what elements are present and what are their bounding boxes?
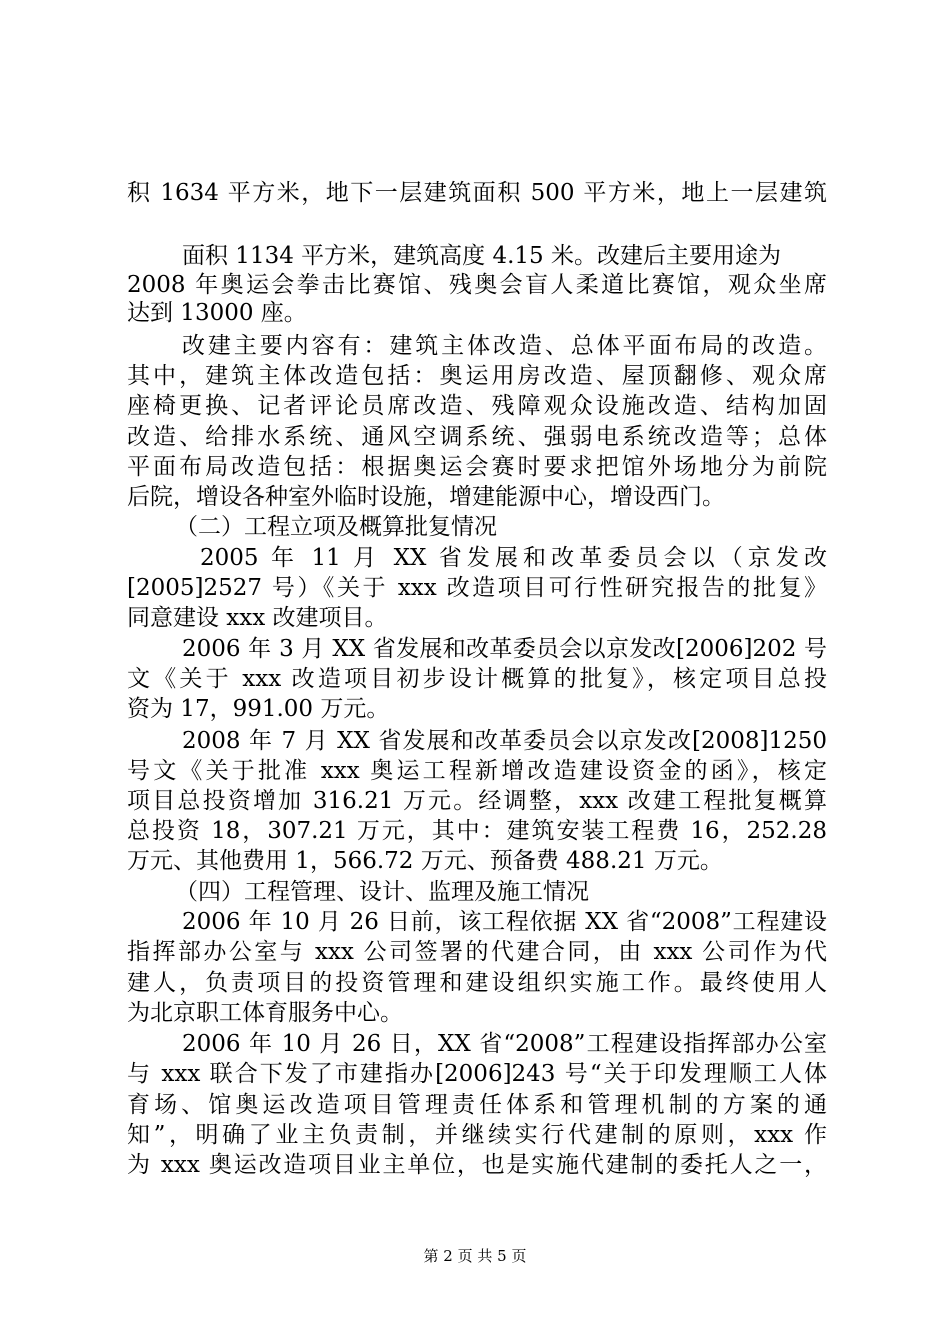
- body-line: 2006 年 10 月 26 日，XX 省“2008”工程建设指挥部办公室: [182, 1031, 827, 1057]
- body-line: 面积 1134 平方米，建筑高度 4.15 米。改建后主要用途为: [182, 243, 781, 269]
- body-line: 达到 13000 座。: [127, 300, 307, 326]
- body-line: 2008 年奥运会拳击比赛馆、残奥会盲人柔道比赛馆，观众坐席: [127, 272, 827, 298]
- body-line: 2008 年 7 月 XX 省发展和改革委员会以京发改[2008]1250: [182, 728, 827, 754]
- body-line: 育场、馆奥运改造项目管理责任体系和管理机制的方案的通: [127, 1092, 827, 1118]
- body-line: 建人，负责项目的投资管理和建设组织实施工作。最终使用人: [127, 970, 827, 996]
- body-line: 座椅更换、记者评论员席改造、残障观众设施改造、结构加固: [127, 393, 827, 419]
- section-heading: （二）工程立项及概算批复情况: [175, 514, 497, 540]
- body-line: 资为 17，991.00 万元。: [127, 696, 390, 722]
- body-line: 指挥部办公室与 xxx 公司签署的代建合同，由 xxx 公司作为代: [127, 939, 827, 965]
- body-line: 积 1634 平方米，地下一层建筑面积 500 平方米，地上一层建筑: [127, 180, 827, 206]
- body-line: 知”，明确了业主负责制，并继续实行代建制的原则，xxx 作: [127, 1122, 827, 1148]
- body-line: 项目总投资增加 316.21 万元。经调整，xxx 改建工程批复概算: [127, 788, 827, 814]
- page-number-footer: 第 2 页 共 5 页: [423, 1247, 527, 1265]
- body-line: 为 xxx 奥运改造项目业主单位，也是实施代建制的委托人之一，: [127, 1152, 827, 1178]
- body-line: 与 xxx 联合下发了市建指办[2006]243 号“关于印发理顺工人体: [127, 1061, 827, 1087]
- body-line: 总投资 18，307.21 万元，其中：建筑安装工程费 16，252.28: [127, 818, 827, 844]
- body-line: 平面布局改造包括：根据奥运会赛时要求把馆外场地分为前院: [127, 454, 827, 480]
- section-heading: （四）工程管理、设计、监理及施工情况: [175, 879, 589, 905]
- body-line: [2005]2527 号）《关于 xxx 改造项目可行性研究报告的批复》: [127, 575, 827, 601]
- body-line: 2006 年 10 月 26 日前，该工程依据 XX 省“2008”工程建设: [182, 909, 827, 935]
- body-line: 2006 年 3 月 XX 省发展和改革委员会以京发改[2006]202 号: [182, 636, 827, 662]
- body-line: 文《关于 xxx 改造项目初步设计概算的批复》，核定项目总投: [127, 666, 827, 692]
- body-line: 其中，建筑主体改造包括：奥运用房改造、屋顶翻修、观众席: [127, 363, 827, 389]
- body-line: 号文《关于批准 xxx 奥运工程新增改造建设资金的函》，核定: [127, 758, 827, 784]
- body-line: 2005 年 11 月 XX 省发展和改革委员会以（京发改: [200, 545, 827, 571]
- body-line: 改建主要内容有：建筑主体改造、总体平面布局的改造。: [182, 333, 827, 359]
- body-line: 改造、给排水系统、通风空调系统、强弱电系统改造等；总体: [127, 424, 827, 450]
- body-line: 为北京职工体育服务中心。: [127, 1000, 403, 1026]
- body-line: 后院，增设各种室外临时设施，增建能源中心，增设西门。: [127, 484, 725, 510]
- body-line: 同意建设 xxx 改建项目。: [127, 605, 388, 631]
- body-line: 万元、其他费用 1，566.72 万元、预备费 488.21 万元。: [127, 848, 723, 874]
